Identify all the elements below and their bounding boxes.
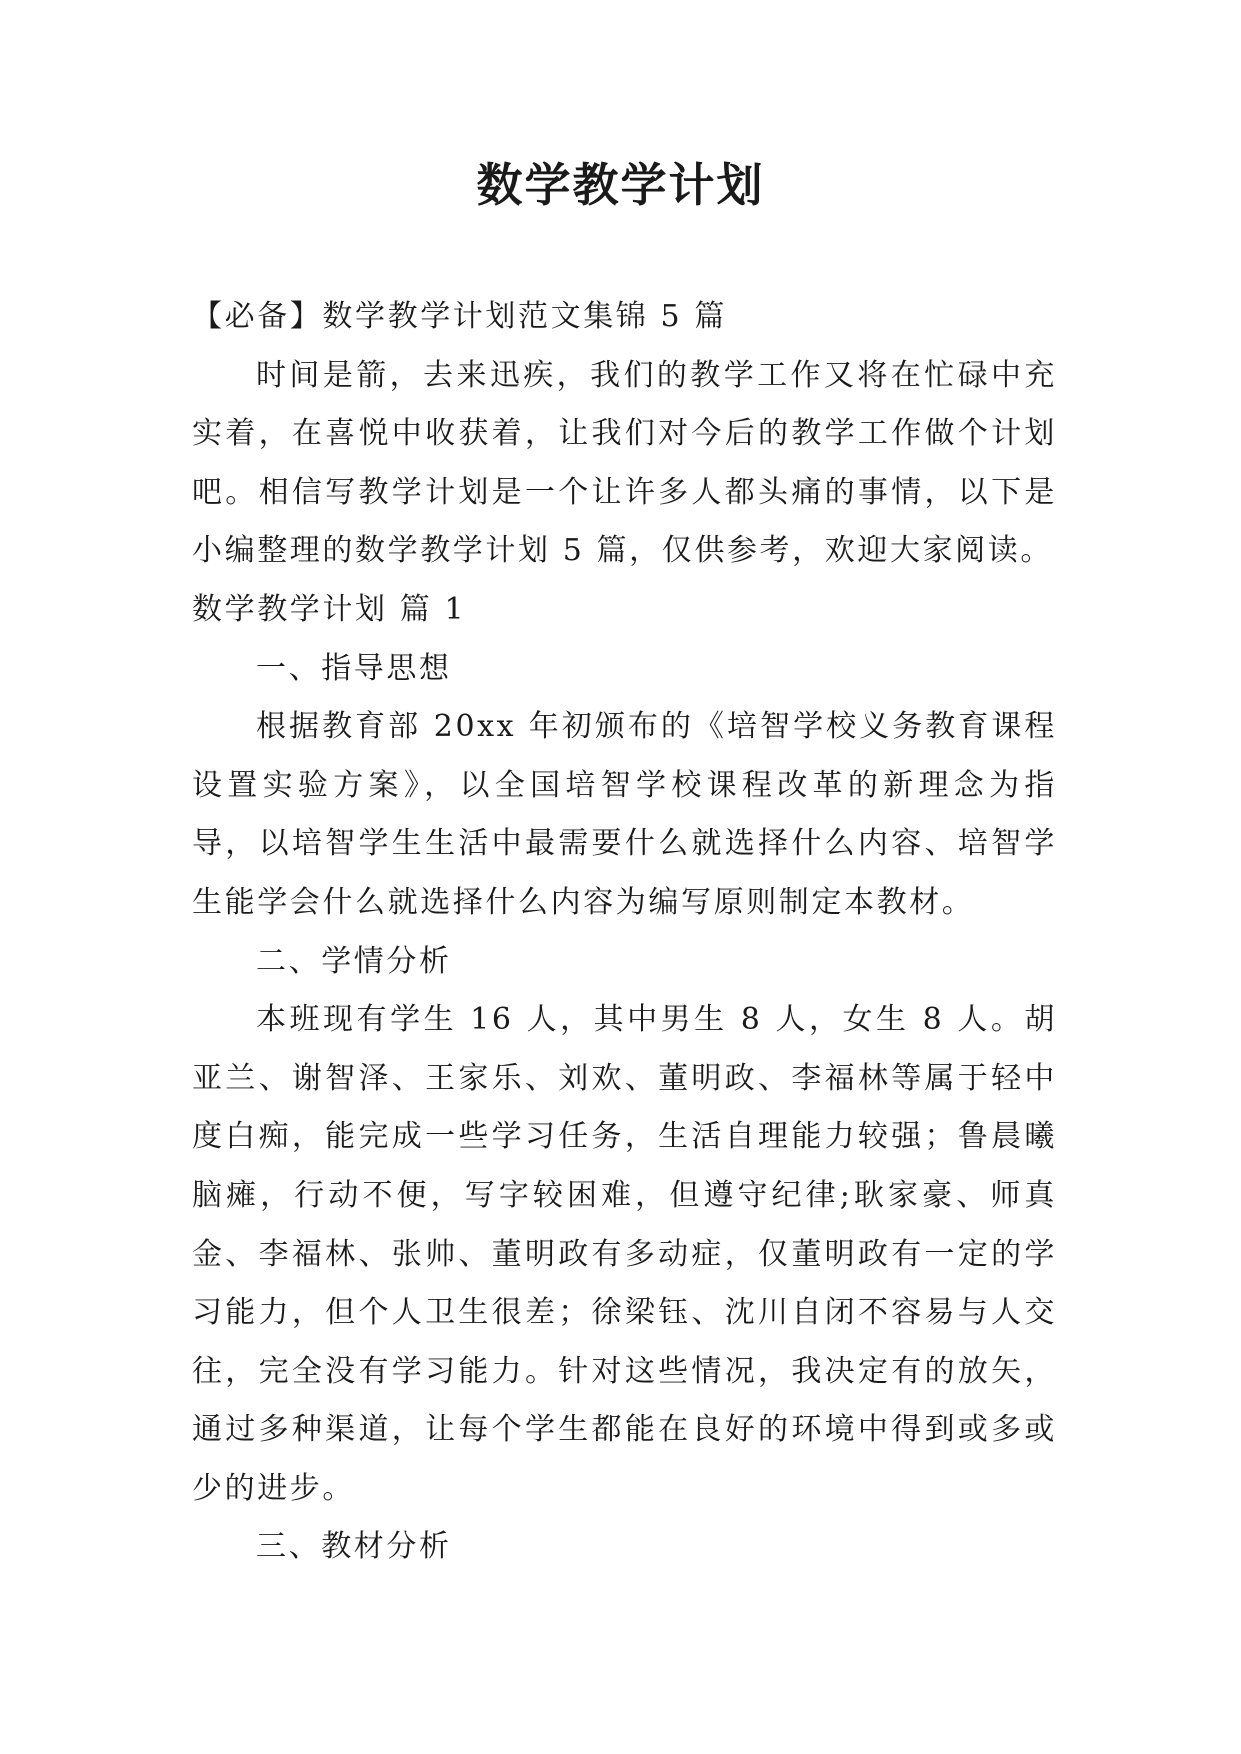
paragraph-guiding-ideology: 根据教育部 20xx 年初颁布的《培智学校义务教育课程设置实验方案》，以全国培智学校课程改革的新理念为指导，以培智学生生活中最需要什么就选择什么内容、培智学生能学会什么就选择什么内容为编写原则制定本教材。 [192, 709, 1057, 920]
section-title-part-1: 数学教学计划 篇 1 [192, 591, 467, 627]
heading-guiding-ideology: 一、指导思想 [256, 650, 452, 686]
paragraph-student-analysis: 本班现有学生 16 人，其中男生 8 人，女生 8 人。胡亚兰、谢智泽、王家乐、刘欢、董明政、李福林等属于轻中度白痴，能完成一些学习任务，生活自理能力较强；鲁晨曦脑瘫，行动不便，写字较困难，但遵守纪律;耿家豪、师真金、李福林、张帅、董明政有多动症，仅董明政有一定的学习能力，但个人卫生很差；徐梁钰、沈川自闭不容易与人交往，完全没有学习能力。针对这些情况，我决定有的放矢，通过多种渠道，让每个学生都能在良好的环境中得到或多或少的进步。 [192, 1002, 1057, 1506]
intro-paragraph: 时间是箭，去来迅疾，我们的教学工作又将在忙碌中充实着，在喜悦中收获着，让我们对今后的教学工作做个计划吧。相信写教学计划是一个让许多人都头痛的事情，以下是小编整理的数学教学计划 5 篇，仅供参考，欢迎大家阅读。 [192, 357, 1057, 569]
heading-textbook-analysis: 三、教材分析 [256, 1529, 452, 1565]
document-body [192, 288, 1057, 1577]
intro-heading: 【必备】数学教学计划范文集锦 5 篇 [192, 299, 727, 334]
document-title: 数学教学计划 [476, 158, 765, 212]
heading-student-analysis: 二、学情分析 [256, 943, 452, 979]
